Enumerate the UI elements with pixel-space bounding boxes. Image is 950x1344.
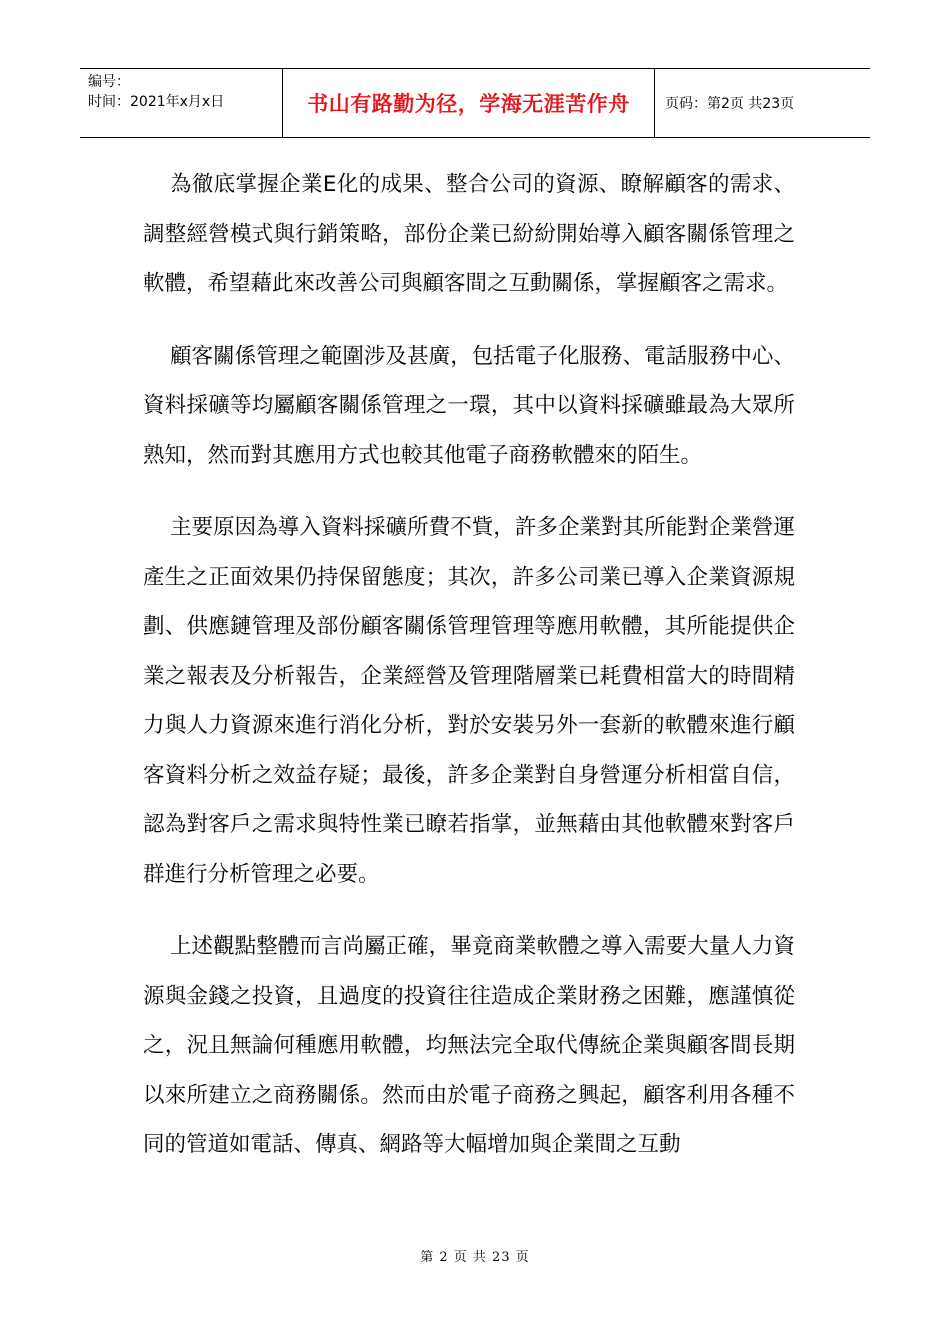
header-motto: 书山有路勤为径，学海无涯苦作舟 (282, 69, 655, 137)
page-header (80, 68, 870, 138)
body-paragraph: 主要原因為導入資料採礦所費不貲，許多企業對其所能對企業營運產生之正面效果仍持保留態度；其次，許多公司業已導入企業資源規劃、供應鏈管理及部份顧客關係管理管理等應用軟體，其所能提供企業之報表及分析報告，企業經營及管理階層業已耗費相當大的時間精力與人力資源來進行消化分析，對於安裝另外一套新的軟體來進行顧客資料分析之效益存疑；最後，許多企業對自身營運分析相當自信，認為對客戶之需求與特性業已瞭若指掌，並無藉由其他軟體來對客戶群進行分析管理之必要。 (143, 515, 795, 887)
body-paragraph: 上述觀點整體而言尚屬正確，畢竟商業軟體之導入需要大量人力資源與金錢之投資，且過度的投資往往造成企業財務之困難，應謹慎從之，況且無論何種應用軟體，均無法完全取代傳統企業與顧客間長期以來所建立之商務關係。然而由於電子商務之興起，顧客利用各種不同的管道如電話、傳真、網路等大幅增加與企業間之互動 (143, 934, 795, 1157)
header-meta (80, 69, 282, 137)
page-footer: 第 2 页 共 23 页 (420, 1250, 530, 1265)
body-paragraph: 顧客關係管理之範圍涉及甚廣，包括電子化服務、電話服務中心、資料採礦等均屬顧客關係管理之一環，其中以資料採礦雖最為大眾所熟知，然而對其應用方式也較其他電子商務軟體來的陌生。 (143, 343, 795, 468)
document-body (143, 160, 795, 1193)
body-paragraph: 為徹底掌握企業E化的成果、整合公司的資源、瞭解顧客的需求、調整經營模式與行銷策略，部份企業已紛紛開始導入顧客關係管理之軟體，希望藉此來改善公司與顧客間之互動關係，掌握顧客之需求。 (143, 172, 795, 296)
header-page-info: 页码：第2页 共23页 (665, 96, 795, 112)
document-date-label: 时间：2021年x月x日 (88, 94, 225, 110)
document-number-label: 编号： (88, 74, 130, 90)
